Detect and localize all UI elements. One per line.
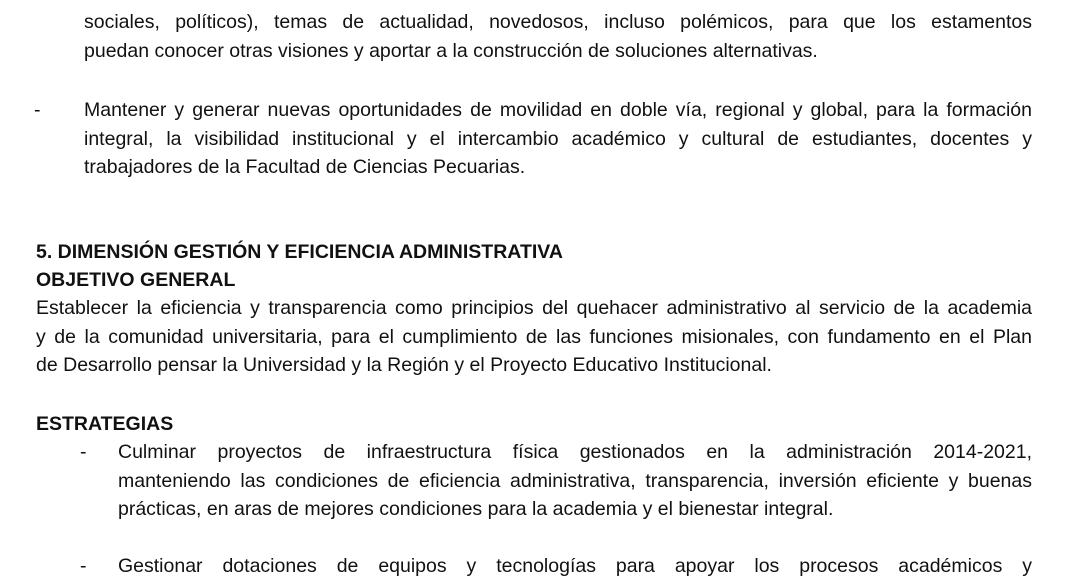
text-line: integral, la visibilidad institucional y el intercambio académico y cultural de estudiantes, docentes y xyxy=(84,127,1032,150)
text-line: Gestionar dotaciones de equipos y tecnologías para apoyar los procesos académicos y xyxy=(118,555,1032,577)
bullet-dash: - xyxy=(34,99,41,121)
strategy-item xyxy=(80,438,1032,524)
strategy-item xyxy=(80,552,1032,581)
strategies-heading: ESTRATEGIAS xyxy=(36,413,174,435)
text-line: puedan conocer otras visiones y aportar a la construcción de soluciones alternativas. xyxy=(84,39,818,62)
text-line: y de la comunidad universitaria, para el cumplimiento de las funciones misionales, con fundamento en el Plan xyxy=(36,325,1032,348)
text-line: Mantener y generar nuevas oportunidades de movilidad en doble vía, regional y global, para la formación xyxy=(84,99,1032,121)
text-line: prácticas, en aras de mejores condiciones para la academia y el bienestar integral. xyxy=(118,498,834,520)
text-line: manteniendo las condiciones de eficiencia administrativa, transparencia, inversión eficiente y buenas xyxy=(118,469,1032,492)
bullet-dash: - xyxy=(80,441,87,463)
objective-heading: OBJETIVO GENERAL xyxy=(36,269,236,291)
objective-paragraph xyxy=(36,294,1032,380)
bullet-dash: - xyxy=(80,555,87,577)
text-line: trabajadores de la Facultad de Ciencias Pecuarias. xyxy=(84,156,526,178)
section-heading: 5. DIMENSIÓN GESTIÓN Y EFICIENCIA ADMINISTRATIVA xyxy=(36,241,563,263)
bullet-mobility xyxy=(34,96,1032,182)
text-line: Establecer la eficiencia y transparencia como principios del quehacer administrativo al servicio de la academia xyxy=(36,297,1032,319)
bullet-continuation xyxy=(84,8,1032,65)
text-line: Culminar proyectos de infraestructura física gestionados en la administración 2014-2021, xyxy=(118,441,1032,463)
text-line: de Desarrollo pensar la Universidad y la Región y el Proyecto Educativo Institucional. xyxy=(36,354,772,376)
text-line: sociales, políticos), temas de actualidad, novedosos, incluso polémicos, para que los estamentos xyxy=(84,11,1032,33)
